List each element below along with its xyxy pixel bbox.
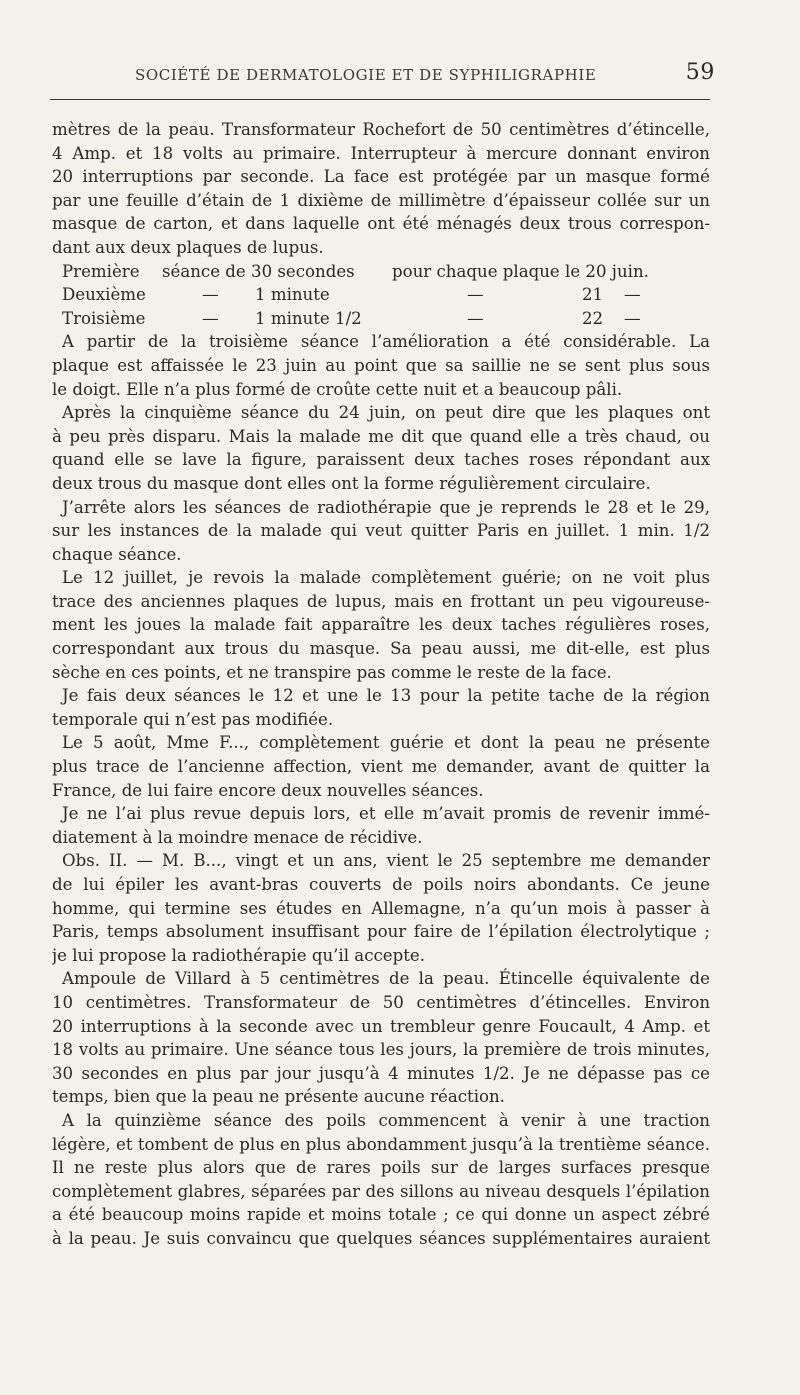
text-line: Je fais deux séances le 12 et une le 13 pour la petite tache de la région: [62, 686, 710, 706]
text-line: Le 5 août, Mme F..., complètement guérie et dont la peau ne présente: [62, 733, 710, 753]
text-line: sur les instances de la malade qui veut quitter Paris en juillet. 1 min. 1/2: [52, 521, 710, 541]
session-cell: 1 minute 1/2: [255, 308, 362, 328]
text-line: je lui propose la radiothérapie qu’il accepte.: [52, 945, 425, 965]
text-line: légère, et tombent de plus en plus abondamment jusqu’à la trentième séance.: [52, 1134, 710, 1154]
body-text: [52, 118, 710, 1251]
running-header: [50, 60, 715, 88]
text-line: temps, bien que la peau ne présente aucune réaction.: [52, 1087, 505, 1107]
text-line: trace des anciennes plaques de lupus, mais en frottant un peu vigoureuse-: [52, 591, 710, 611]
text-line: 4 Amp. et 18 volts au primaire. Interrupteur à mercure donnant environ: [52, 143, 710, 163]
session-cell: séance de 30 secondes: [162, 261, 355, 281]
text-line: dant aux deux plaques de lupus.: [52, 237, 324, 257]
text-line: plaque est affaissée le 23 juin au point que sa saillie ne se sent plus sous: [52, 355, 710, 375]
header-title: SOCIÉTÉ DE DERMATOLOGIE ET DE SYPHILIGRAPHIE: [135, 66, 597, 84]
text-line: A partir de la troisième séance l’amélioration a été considérable. La: [62, 332, 710, 352]
text-line: Il ne reste plus alors que de rares poils sur de larges surfaces presque: [52, 1158, 710, 1178]
session-cell: —: [624, 285, 641, 305]
text-line: J’arrête alors les séances de radiothérapie que je reprends le 28 et le 29,: [62, 497, 710, 517]
text-line: 30 secondes en plus par jour jusqu’à 4 minutes 1/2. Je ne dépasse pas ce: [52, 1063, 710, 1083]
text-line: 10 centimètres. Transformateur de 50 centimètres d’étincelles. Environ: [52, 992, 710, 1012]
text-line: masque de carton, et dans laquelle ont été ménagés deux trous correspon-: [52, 214, 710, 234]
text-line: A la quinzième séance des poils commencent à venir à une traction: [62, 1110, 710, 1130]
session-cell: —: [467, 285, 484, 305]
text-line: ment les joues la malade fait apparaître les deux taches régulières roses,: [52, 615, 710, 635]
session-row: [52, 307, 710, 331]
text-line: mètres de la peau. Transformateur Rochefort de 50 centimètres d’étincelle,: [52, 120, 710, 139]
text-line: Ampoule de Villard à 5 centimètres de la peau. Étincelle équivalente de: [62, 969, 710, 989]
text-line: 18 volts au primaire. Une séance tous les jours, la première de trois minutes,: [52, 1040, 710, 1060]
text-line: correspondant aux trous du masque. Sa peau aussi, me dit-elle, est plus: [52, 639, 710, 659]
text-line: Le 12 juillet, je revois la malade complètement guérie; on ne voit plus: [62, 568, 710, 588]
text-line: par une feuille d’étain de 1 dixième de millimètre d’épaisseur collée sur un: [52, 190, 710, 210]
session-cell: Troisième: [62, 308, 146, 328]
session-cell: —: [202, 285, 219, 305]
text-line: France, de lui faire encore deux nouvelles séances.: [52, 780, 484, 800]
text-line: temporale qui n’est pas modifiée.: [52, 709, 334, 729]
header-rule: [50, 99, 710, 100]
text-line: 20 interruptions par seconde. La face est protégée par un masque formé: [52, 167, 710, 187]
text-line: à la peau. Je suis convaincu que quelques séances supplémentaires auraient: [52, 1228, 710, 1248]
text-line: à peu près disparu. Mais la malade me dit que quand elle a très chaud, ou: [52, 426, 710, 446]
text-line: a été beaucoup moins rapide et moins totale ; ce qui donne un aspect zébré: [52, 1205, 710, 1225]
text-line: le doigt. Elle n’a plus formé de croûte cette nuit et a beaucoup pâli.: [52, 379, 623, 399]
session-cell: Deuxième: [62, 285, 146, 305]
body-paragraphs: [52, 330, 710, 1250]
text-line: Obs. II. — M. B..., vingt et un ans, vient le 25 septembre me demander: [62, 851, 710, 871]
session-cell: Première: [62, 261, 140, 281]
session-cell: 21: [582, 285, 604, 305]
text-line: homme, qui termine ses études en Allemagne, n’a qu’un mois à passer à: [52, 898, 710, 918]
session-cell: —: [624, 308, 641, 328]
text-line: chaque séance.: [52, 544, 182, 564]
session-cell: —: [202, 308, 219, 328]
text-line: plus trace de l’ancienne affection, vient me demander, avant de quitter la: [52, 757, 710, 777]
page-number: 59: [685, 60, 715, 85]
text-line: quand elle se lave la figure, paraissent deux taches roses répondant aux: [52, 450, 710, 470]
text-line: Paris, temps absolument insuffisant pour faire de l’épilation électrolytique ;: [52, 922, 710, 942]
text-line: Je ne l’ai plus revue depuis lors, et elle m’avait promis de revenir immé-: [62, 804, 710, 824]
session-row: [52, 283, 710, 307]
session-cell: 1 minute: [255, 285, 330, 305]
text-line: sèche en ces points, et ne transpire pas comme le reste de la face.: [52, 662, 612, 682]
text-line: de lui épiler les avant-bras couverts de poils noirs abondants. Ce jeune: [52, 875, 710, 894]
session-cell: 22: [582, 308, 604, 328]
text-line: Après la cinquième séance du 24 juin, on peut dire que les plaques ont: [62, 403, 710, 423]
text-line: diatement à la moindre menace de récidive.: [52, 827, 423, 847]
text-line: complètement glabres, séparées par des sillons au niveau desquels l’épilation: [52, 1181, 710, 1201]
text-line: 20 interruptions à la seconde avec un trembleur genre Foucault, 4 Amp. et: [52, 1016, 710, 1036]
session-row: [52, 260, 710, 284]
session-cell: —: [467, 308, 484, 328]
text-line: deux trous du masque dont elles ont la forme régulièrement circulaire.: [52, 473, 651, 493]
session-cell: pour chaque plaque le 20 juin.: [392, 261, 649, 281]
